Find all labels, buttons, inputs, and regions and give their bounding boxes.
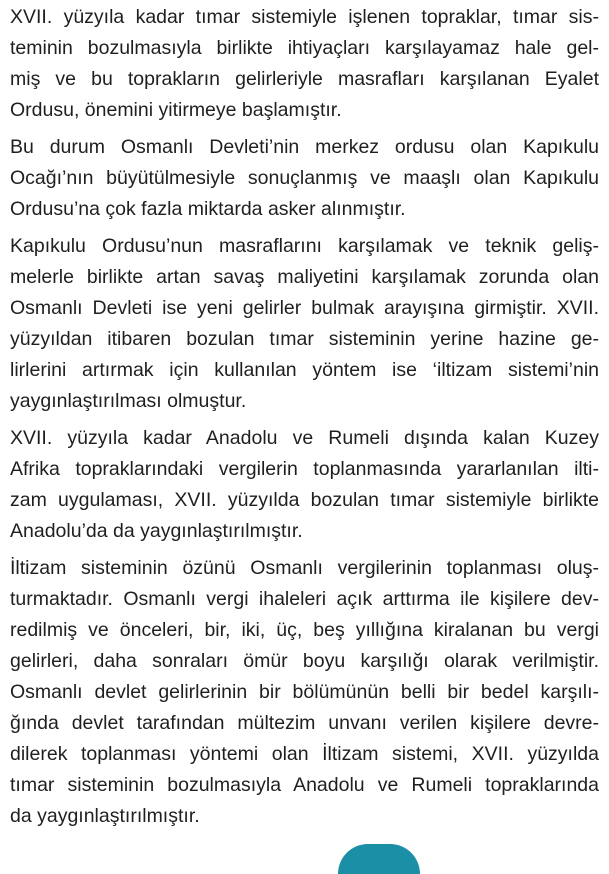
text-line: Ocağı’nın büyütülmesiyle sonuçlanmış ve maaşlı olan Kapıkulu <box>10 167 599 189</box>
text-line: Kapıkulu Ordusu’nun masraflarını karşılamak ve teknik geliş- <box>10 235 599 257</box>
paragraph-1 <box>10 2 599 126</box>
document-body <box>10 2 599 838</box>
paragraph-2 <box>10 132 599 225</box>
text-line: Anadolu’da da yaygınlaştırılmıştır. <box>10 520 303 542</box>
paragraph-5 <box>10 553 599 832</box>
text-line: Afrika topraklarındaki vergilerin toplanmasında yararlanılan ilti- <box>10 458 599 480</box>
text-line: Ordusu, önemini yitirmeye başlamıştır. <box>10 99 342 121</box>
paragraph-4 <box>10 423 599 547</box>
text-line: Bu durum Osmanlı Devleti’nin merkez ordusu olan Kapıkulu <box>10 136 599 158</box>
text-line: İltizam sisteminin özünü Osmanlı vergilerinin toplanması oluş- <box>10 557 599 579</box>
text-line: teminin bozulmasıyla birlikte ihtiyaçları karşılayamaz hale gel- <box>10 37 599 59</box>
text-line: yaygınlaştırılması olmuştur. <box>10 390 247 412</box>
text-line: lirlerini artırmak için kullanılan yöntem ise ‘iltizam sistemi’nin <box>10 359 599 381</box>
text-line: Osmanlı devlet gelirlerinin bir bölümünün belli bir bedel karşılı- <box>10 681 599 703</box>
page-corner-tab <box>338 844 420 874</box>
text-line: XVII. yüzyıla kadar Anadolu ve Rumeli dışında kalan Kuzey <box>10 427 599 449</box>
text-line: turmaktadır. Osmanlı vergi ihaleleri açık arttırma ile kişilere dev- <box>10 588 599 610</box>
text-line: tımar sisteminin bozulmasıyla Anadolu ve Rumeli topraklarında <box>10 774 599 796</box>
text-line: Ordusu’na çok fazla miktarda asker alınmıştır. <box>10 198 406 220</box>
text-line: dilerek toplanması yöntemi olan İltizam sistemi, XVII. yüzyılda <box>10 743 599 765</box>
text-line: zam uygulaması, XVII. yüzyılda bozulan tımar sistemiyle birlikte <box>10 489 599 511</box>
text-line: ğında devlet tarafından mültezim unvanı verilen kişilere devre- <box>10 712 599 734</box>
text-line: yüzyıldan itibaren bozulan tımar sisteminin yerine hazine ge- <box>10 328 599 350</box>
text-line: miş ve bu toprakların gelirleriyle masrafları karşılanan Eyalet <box>10 68 599 90</box>
text-line: Osmanlı Devleti ise yeni gelirler bulmak arayışına girmiştir. XVII. <box>10 297 599 319</box>
text-line: da yaygınlaştırılmıştır. <box>10 805 200 827</box>
text-line: redilmiş ve önceleri, bir, iki, üç, beş yıllığına kiralanan bu vergi <box>10 619 599 641</box>
text-line: gelirleri, daha sonraları ömür boyu karşılığı olarak verilmiştir. <box>10 650 599 672</box>
text-line: XVII. yüzyıla kadar tımar sistemiyle işlenen topraklar, tımar sis- <box>10 6 599 28</box>
text-line: melerle birlikte artan savaş maliyetini karşılamak zorunda olan <box>10 266 599 288</box>
paragraph-3 <box>10 231 599 417</box>
